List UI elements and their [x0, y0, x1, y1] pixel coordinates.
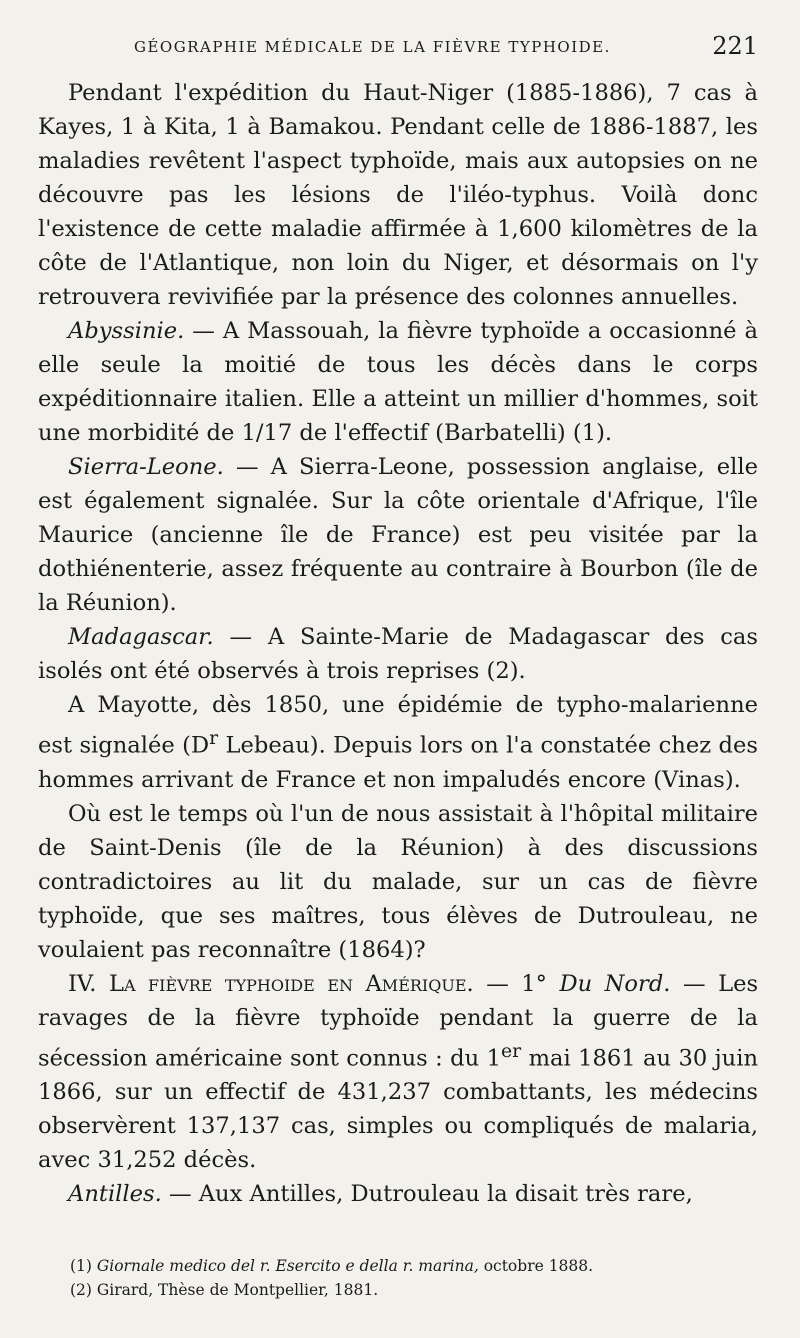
- heading-dash: . — 1°: [466, 970, 560, 997]
- subheading-du-nord: Du Nord: [559, 970, 664, 997]
- paragraph-madagascar: [38, 620, 758, 688]
- paragraph-text: — A Sierra-Leone, possession anglaise, elle est également signalée. Sur la côte orientale d'Afrique, l'île Maurice (ancienne île de France) est peu visitée par la dothiénenterie, assez fréquente au contraire à Bourbon (île de la Réunion).: [38, 454, 758, 616]
- section-heading-antilles: Antilles.: [68, 1181, 162, 1208]
- running-head: [38, 34, 758, 76]
- paragraph-text: — Aux Antilles, Dutrouleau la disait très rare,: [161, 1181, 693, 1208]
- paragraph-sierra-leone: [38, 450, 758, 620]
- section-heading-madagascar: Madagascar.: [68, 624, 214, 650]
- paragraph-antilles: [38, 1177, 758, 1211]
- section-heading-sierra-leone: Sierra-Leone.: [68, 454, 224, 480]
- paragraph-text: Lebeau). Depuis lors on l'a constatée chez des hommes arrivant de France et non impaludés encore (Vinas).: [38, 732, 758, 793]
- paragraph-text: A Mayotte, dès 1850, une épidémie de typho-malarienne est signalée (D: [38, 692, 758, 759]
- paragraph-haut-niger: [38, 76, 758, 314]
- footnote-marker: (1): [70, 1257, 97, 1275]
- footnotes: [70, 1254, 758, 1302]
- paragraph-abyssinie: [38, 314, 758, 450]
- footnote-1: [70, 1254, 758, 1278]
- section-heading-abyssinie: Abyssinie.: [68, 318, 185, 344]
- paragraph-mayotte: [38, 688, 758, 797]
- superscript: r: [209, 728, 219, 749]
- section-heading-amerique: La fièvre typhoide en Amérique: [108, 970, 467, 997]
- page-number: 221: [712, 32, 758, 60]
- paragraph-text: — A Sainte-Marie de Madagascar des cas isolés ont été observés à trois reprises (2).: [38, 624, 758, 684]
- paragraph-text: . — Les ravages de la fièvre typhoïde pendant la guerre de la sécession américaine sont connus : du 1: [38, 970, 759, 1072]
- paragraph-text: mai 1861 au 30 juin 1866, sur un effectif de 431,237 combattants, les médecins observèrent 137,137 cas, simples ou compliqués de malaria, avec 31,252 décès.: [38, 1045, 758, 1174]
- running-title: GÉOGRAPHIE MÉDICALE DE LA FIÈVRE TYPHOIDE.: [134, 38, 611, 56]
- paragraph-amerique: [38, 967, 758, 1178]
- paragraph-text: — A Massouah, la fièvre typhoïde a occasionné à elle seule la moitié de tous les décès dans le corps expéditionnaire italien. Elle a atteint un millier d'hommes, soit une morbidité de 1/17 de l'effectif (Barbatelli) (1).: [38, 318, 758, 446]
- paragraph-text: Pendant l'expédition du Haut-Niger (1885-1886), 7 cas à Kayes, 1 à Kita, 1 à Bamakou. Pendant celle de 1886-1887, les maladies revêtent l'aspect typhoïde, mais aux autopsies on ne découvre pas les lésions de l'iléo-typhus. Voilà donc l'existence de cette maladie affirmée à 1,600 kilomètres de la côte de l'Atlantique, non loin du Niger, et désormais on l'y retrouvera revivifiée par la présence des colonnes annuelles.: [38, 80, 758, 310]
- body-text: [38, 76, 758, 1211]
- paragraph-text: Où est le temps où l'un de nous assistait à l'hôpital militaire de Saint-Denis (île de la Réunion) à des discussions contradictoires au lit du malade, sur un cas de fièvre typhoïde, que ses maîtres, tous élèves de Dutrouleau, ne voulaient pas reconnaître (1864)?: [38, 800, 758, 963]
- superscript: er: [501, 1040, 522, 1062]
- section-number: IV.: [68, 970, 109, 997]
- footnote-2: (2) Girard, Thèse de Montpellier, 1881.: [70, 1281, 379, 1299]
- paragraph-saint-denis: [38, 797, 758, 967]
- footnote-text: octobre 1888.: [478, 1257, 594, 1275]
- footnote-title: Giornale medico del r. Esercito e della r. marina,: [96, 1257, 479, 1275]
